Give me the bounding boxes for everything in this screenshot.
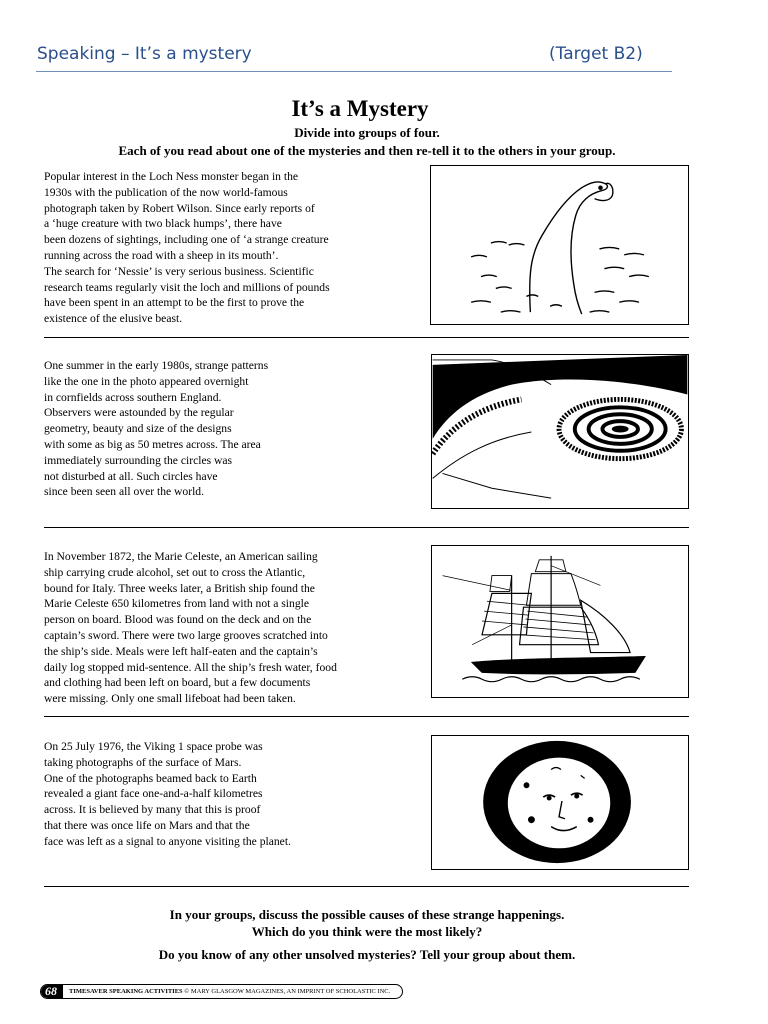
mystery-text-face-on-mars	[44, 739, 424, 850]
page-title: It’s a Mystery	[291, 96, 429, 121]
text-line: since been seen all over the world.	[44, 485, 204, 499]
text-line: have been spent in an attempt to be the first to prove the	[44, 296, 305, 310]
text-line: running across the road with a sheep in its mouth’.	[44, 248, 279, 262]
discussion-question-1: In your groups, discuss the possible causes of these strange happenings.	[169, 907, 565, 922]
section-divider	[44, 716, 689, 717]
text-line: existence of the elusive beast.	[44, 312, 183, 326]
text-line: like the one in the photo appeared overnight	[44, 374, 249, 388]
text-line: not disturbed at all. Such circles have	[44, 469, 218, 483]
text-line: immediately surrounding the circles was	[44, 453, 233, 467]
text-line: person on board. Blood was found on the deck and on the	[44, 613, 312, 627]
text-line: geometry, beauty and size of the designs	[44, 422, 232, 436]
header-divider	[36, 71, 672, 72]
text-line: bound for Italy. Three weeks later, a British ship found the	[44, 581, 315, 595]
sailing-ship-drawing	[431, 545, 689, 698]
text-line: face was left as a signal to anyone visiting the planet.	[44, 834, 291, 848]
loch-ness-monster-drawing	[430, 165, 689, 325]
text-line: 1930s with the publication of the now world-famous	[44, 185, 288, 199]
text-line: daily log stopped mid-sentence. All the ship’s fresh water, food	[44, 660, 337, 674]
text-line: The search for ‘Nessie’ is very serious business. Scientific	[44, 264, 314, 278]
text-line: with some as big as 50 metres across. The area	[44, 437, 261, 451]
mystery-text-loch-ness	[44, 169, 424, 327]
mystery-text-marie-celeste	[44, 549, 424, 707]
section-divider	[44, 886, 689, 887]
text-line: across. It is believed by many that this is proof	[44, 803, 261, 817]
crop-circle-drawing	[431, 354, 689, 509]
text-line: taking photographs of the surface of Mars.	[44, 755, 242, 769]
text-line: Marie Celeste 650 kilometres from land with not a single	[44, 597, 309, 611]
instruction-line-1: Divide into groups of four.	[294, 125, 440, 140]
text-line: photograph taken by Robert Wilson. Since early reports of	[44, 201, 315, 215]
text-line: Observers were astounded by the regular	[44, 406, 234, 420]
text-line: On 25 July 1976, the Viking 1 space probe was	[44, 740, 263, 753]
footer-credit	[63, 988, 390, 995]
instruction-line-2: Each of you read about one of the mysteries and then re-tell it to the others in your group.	[118, 143, 616, 158]
page-footer	[40, 984, 403, 999]
text-line: were missing. Only one small lifeboat had been taken.	[44, 692, 296, 706]
series-name: TIMESAVER SPEAKING ACTIVITIES	[69, 988, 183, 995]
text-line: that there was once life on Mars and that the	[44, 818, 250, 832]
text-line: been dozens of sightings, including one of ‘a strange creature	[44, 233, 329, 247]
copyright-text: © MARY GLASGOW MAGAZINES, AN IMPRINT OF SCHOLASTIC INC.	[184, 988, 391, 995]
text-line: One summer in the early 1980s, strange patterns	[44, 359, 269, 372]
discussion-question-2: Which do you think were the most likely?	[251, 924, 483, 939]
text-line: One of the photographs beamed back to Earth	[44, 771, 257, 785]
worksheet-level-label: (Target B2)	[549, 44, 643, 64]
text-line: the ship’s side. Meals were left half-eaten and the captain’s	[44, 644, 318, 658]
discussion-question-3: Do you know of any other unsolved mysteries? Tell your group about them.	[158, 947, 576, 962]
text-line: research teams regularly visit the loch and millions of pounds	[44, 280, 330, 294]
text-line: in cornfields across southern England.	[44, 390, 222, 404]
text-line: In November 1872, the Marie Celeste, an American sailing	[44, 550, 318, 563]
text-line: captain’s sword. There were two large grooves scratched into	[44, 628, 328, 642]
text-line: revealed a giant face one-and-a-half kilometres	[44, 787, 263, 801]
section-divider	[44, 337, 689, 338]
text-line: ship carrying crude alcohol, set out to cross the Atlantic,	[44, 565, 306, 579]
page-number: 68	[41, 985, 63, 998]
worksheet-header-title: Speaking – It’s a mystery	[37, 44, 252, 64]
text-line: Popular interest in the Loch Ness monster began in the	[44, 170, 299, 183]
text-line: a ‘huge creature with two black humps’, there have	[44, 217, 282, 231]
mystery-text-crop-circles	[44, 358, 424, 500]
text-line: and clothing had been left on board, but a few documents	[44, 676, 311, 690]
section-divider	[44, 527, 689, 528]
face-on-mars-drawing	[431, 735, 689, 870]
